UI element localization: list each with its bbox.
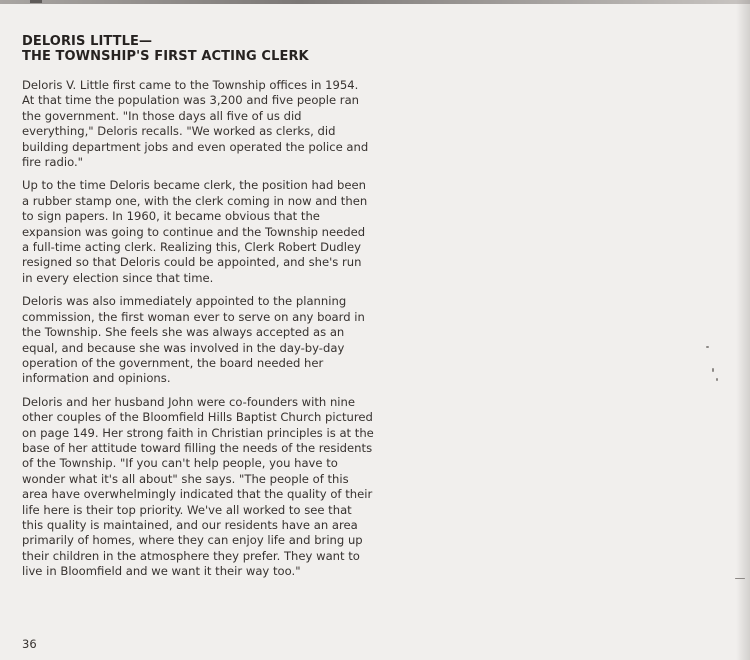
scan-speck <box>706 346 709 348</box>
scan-mark <box>30 0 42 3</box>
page-number: 36 <box>22 637 37 651</box>
heading-line-name: DELORIS LITTLE— <box>22 34 153 49</box>
article-paragraph-4: Deloris and her husband John were co-founders with nine other couples of the Bloomfield Hills Baptist Church pictured on page 149. Her strong faith in Christian principles is at the base of her attitude toward filling the needs of the residents of the Township. "If you can't help people, you have to wonder what it's all about" she says. "The people of this area have overwhelmingly indicated that the quality of their life here is their top priority. We've all worked to see that this quality is maintained, and our residents have an area primarily of homes, where they can enjoy life and bring up their children in the atmosphere they prefer. They want to live in Bloomfield and we want it their way too." <box>22 394 374 579</box>
article-paragraph-3: Deloris was also immediately appointed to the planning commission, the first woman ever to serve on any board in the Township. She feels she was always accepted as an equal, and because she was involved in the day-by-day operation of the government, the board needed her information and opinions. <box>22 294 365 386</box>
scan-speck <box>712 368 714 372</box>
article-paragraph-2: Up to the time Deloris became clerk, the position had been a rubber stamp one, with the clerk coming in now and then to sign papers. In 1960, it became obvious that the expansion was going to continue and the Township needed a full-time acting clerk. Realizing this, Clerk Robert Dudley resigned so that Deloris could be appointed, and she's run in every election since that time. <box>22 178 368 285</box>
page-gutter-shadow <box>736 0 750 660</box>
scan-speck <box>735 578 745 579</box>
article-heading <box>22 34 374 64</box>
scan-speck <box>716 378 718 381</box>
heading-line-title: THE TOWNSHIP'S FIRST ACTING CLERK <box>22 49 309 64</box>
page-top-edge <box>0 0 750 4</box>
article-paragraph-1: Deloris V. Little first came to the Township offices in 1954. At that time the population was 3,200 and five people ran the government. "In those days all five of us did everything," Deloris recalls. "We worked as clerks, did building department jobs and even operated the police and fire radio." <box>22 78 369 170</box>
article <box>22 34 374 588</box>
